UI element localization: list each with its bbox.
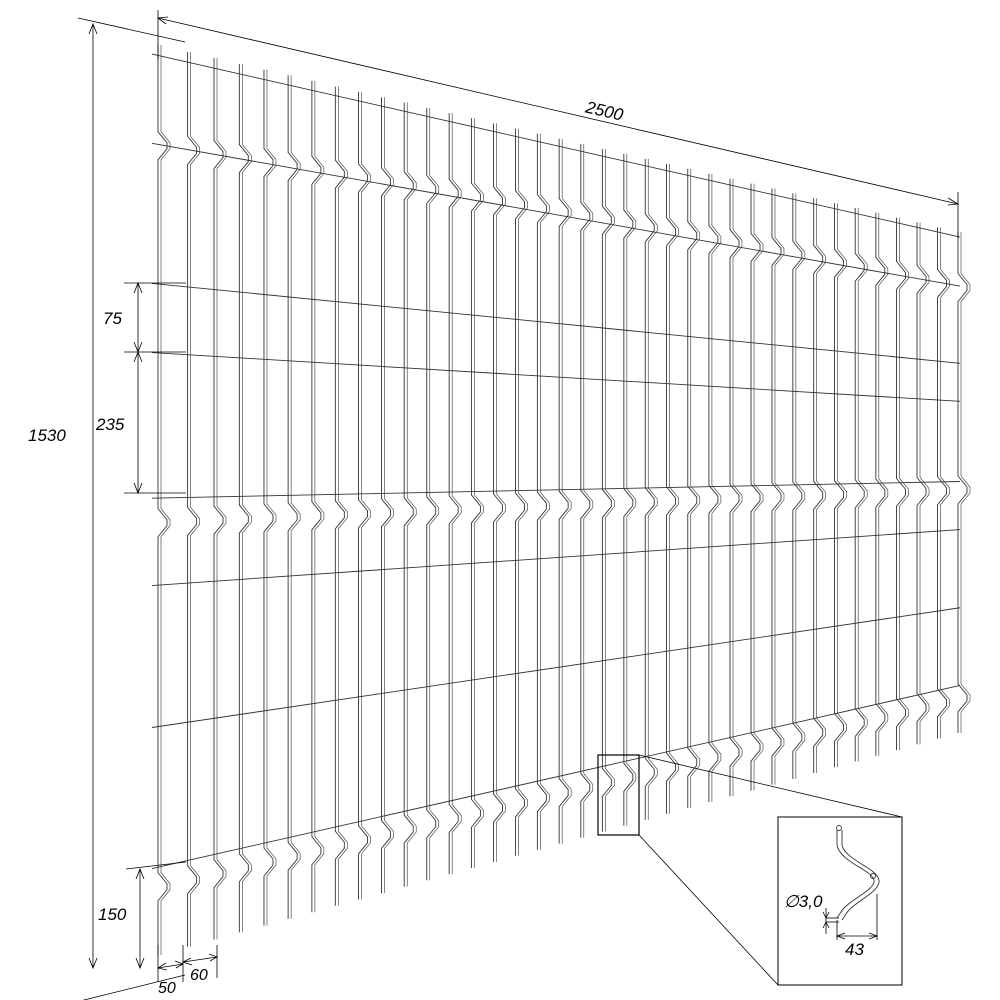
vertical-wire [381, 97, 390, 893]
vertical-wire-edge [605, 149, 614, 832]
vertical-wire [559, 139, 568, 844]
vertical-wire [449, 113, 458, 874]
vertical-wire [471, 118, 480, 868]
height-extension-top [78, 18, 185, 42]
vertical-wire [814, 198, 823, 773]
vertical-wire [264, 70, 273, 926]
diameter-label: ∅3,0 [784, 892, 823, 911]
gap-75-dimension [124, 283, 186, 352]
vertical-wire [239, 64, 248, 932]
vertical-wire [751, 184, 760, 791]
vertical-wire [730, 179, 739, 797]
vertical-wire-edge [191, 52, 200, 947]
vertical-wire-edge [161, 45, 170, 955]
vertical-wire-edge [627, 154, 636, 826]
offset-50-label: 50 [158, 980, 176, 997]
vertical-wire [312, 81, 321, 912]
vertical-wire [335, 86, 344, 905]
width-arrow-right [948, 198, 958, 205]
fold-depth-label: 43 [845, 940, 864, 959]
vertical-wire [958, 232, 967, 733]
vertical-wire-edge [497, 123, 506, 861]
vertical-wire-edge [584, 144, 593, 838]
vertical-wire [537, 134, 546, 850]
vertical-wire-edge [407, 103, 416, 887]
vertical-wire [359, 92, 368, 899]
width-dimension [158, 10, 958, 238]
height-dimension [72, 18, 185, 1000]
callout-leader-top [639, 755, 902, 817]
vertical-wire-edge [519, 129, 528, 856]
vertical-wire [624, 154, 633, 826]
vertical-wire [581, 144, 590, 838]
vertical-wire [834, 203, 843, 767]
vertical-wire-edge [817, 198, 826, 773]
vertical-wire-edge [384, 97, 393, 893]
vertical-wire [288, 75, 297, 918]
vertical-wire [855, 208, 864, 762]
vertical-wire [938, 227, 947, 738]
vertical-wire [158, 45, 167, 955]
detail-marker-box [598, 755, 639, 835]
vertical-wire [214, 58, 223, 939]
vertical-wire-edge [941, 227, 950, 738]
vertical-wire-edge [796, 193, 805, 778]
horizontal-wire [152, 481, 960, 498]
vertical-wire [494, 123, 503, 861]
vertical-wire-edge [540, 134, 549, 850]
vertical-wire-edge [452, 113, 461, 874]
vertical-wire-edge [562, 139, 571, 844]
vertical-wire-edge [242, 64, 251, 932]
vertical-wire [516, 129, 525, 856]
vertical-wire [404, 103, 413, 887]
bottom-horizontal-dimensions [158, 945, 217, 982]
vertical-wire-edge [961, 232, 970, 733]
vertical-wire-edge [315, 81, 324, 912]
bottom-150-label: 150 [98, 905, 127, 924]
horizontal-wire [152, 530, 960, 586]
vertical-wire-edge [291, 75, 300, 918]
gap-75-label: 75 [103, 309, 122, 328]
spacing-235-label: 235 [96, 415, 125, 434]
mesh-60-label: 60 [190, 967, 208, 984]
callout-leader-bottom [639, 835, 778, 985]
vertical-wire [709, 174, 718, 802]
vertical-wire-edge [670, 164, 679, 814]
horizontal-wire [152, 283, 960, 363]
horizontal-wire [152, 54, 960, 237]
vertical-wire-edge [712, 174, 721, 802]
vertical-wire-edge [691, 169, 700, 808]
spacing-235-dimension [124, 352, 186, 493]
horizontal-wire [152, 608, 960, 728]
width-arrow-left [158, 17, 168, 24]
vertical-wire-edge [754, 184, 763, 791]
vertical-wire-edge [430, 108, 439, 881]
vertical-wire-edge [733, 179, 742, 797]
vertical-wire-edge [267, 70, 276, 926]
vertical-wire [188, 52, 197, 947]
width-label: 2500 [583, 97, 625, 125]
vertical-wire [793, 193, 802, 778]
vertical-wire-edge [362, 92, 371, 899]
vertical-wire-edge [217, 58, 226, 939]
height-label: 1530 [28, 426, 66, 445]
vertical-wire [427, 108, 436, 881]
width-dimension-line [158, 18, 958, 204]
vertical-wire-edge [775, 189, 784, 785]
vertical-wire-edge [648, 159, 657, 820]
vertical-wire [602, 149, 611, 832]
vertical-wire-edge [474, 118, 483, 868]
vertical-wire-edge [338, 86, 347, 905]
vertical-wire [772, 189, 781, 785]
bottom-150-dimension [126, 862, 186, 968]
horizontal-wire [152, 353, 960, 402]
